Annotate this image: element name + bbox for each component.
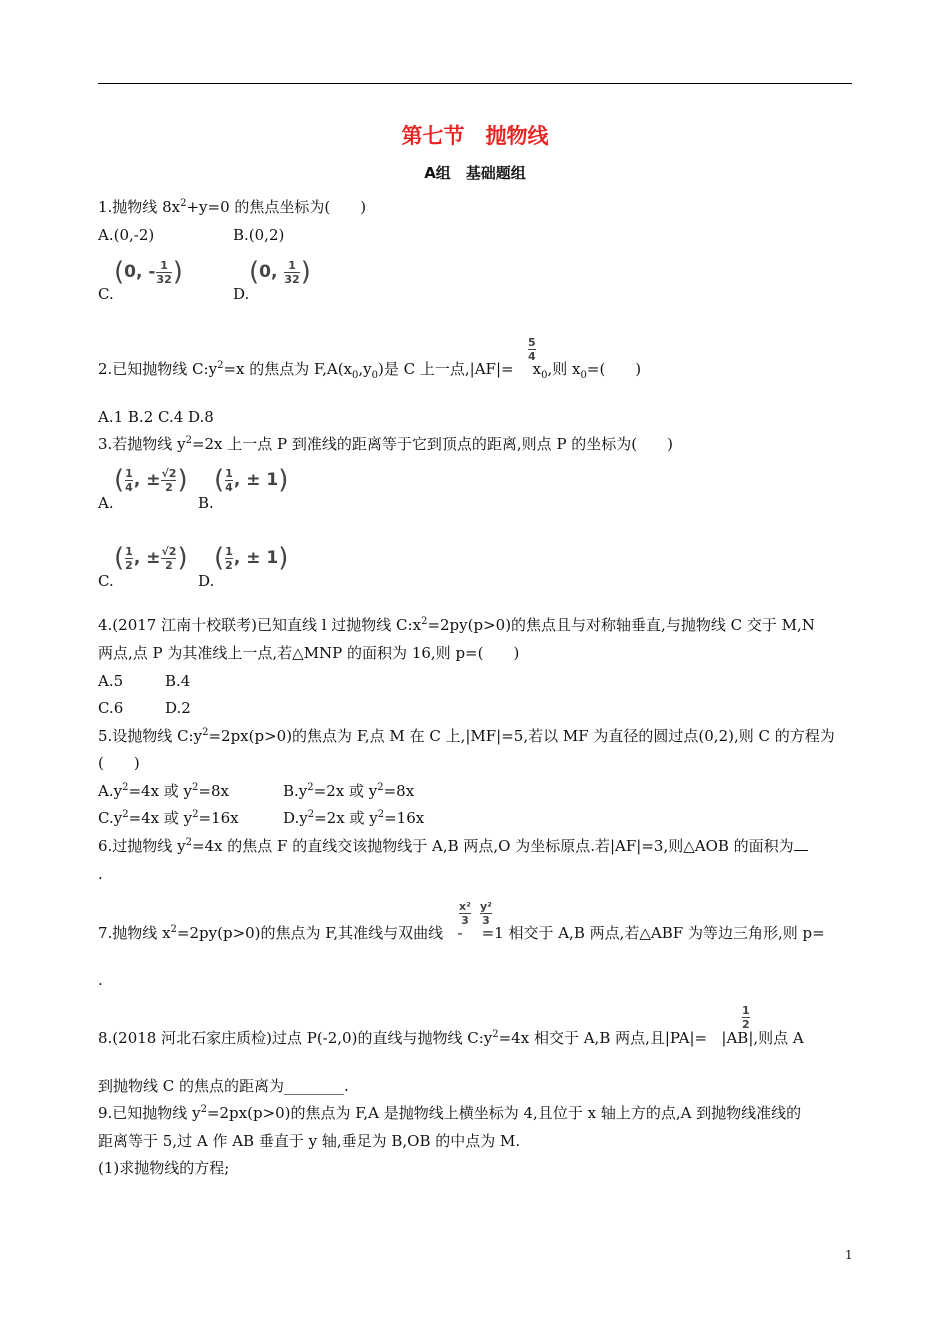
- q1-option-a: A.(0,-2): [98, 226, 155, 244]
- q8-fraction-1-2: 1 2: [742, 1004, 750, 1031]
- section-title: 第七节 抛物线: [401, 124, 549, 148]
- q4-option-b: B.4: [165, 672, 191, 690]
- q7-line2: .: [98, 971, 103, 989]
- q4-option-d: D.2: [165, 699, 191, 717]
- q5-option-a: $A.y^2=4x$ 或 $y^2=8x$: [98, 782, 229, 800]
- group-subtitle: A组 基础题组: [424, 164, 526, 182]
- q4-option-c: C.6: [98, 699, 124, 717]
- header-rule: [98, 83, 852, 84]
- q3-option-b-formula: ( $\frac{1}{4}$ , ± 1): [214, 465, 289, 495]
- q9-line3: (1)求抛物线的方程;: [98, 1159, 230, 1177]
- q5-option-b: $B.y^2=2x$ 或 $y^2=8x$: [283, 782, 415, 800]
- q1-stem: 1.抛物线 $8x^2+y=0$ 的焦点坐标为( ): [98, 198, 367, 216]
- page-number: 1: [845, 1248, 853, 1262]
- q7-fraction-x2-3: x² 3: [459, 900, 471, 927]
- q6-line1: 6.过抛物线 $y^2=4x$ 的焦点 F 的直线交该抛物线于 A,B 两点,O 为坐标原点.若|AF|=3,则△AOB 的面积为: [98, 835, 808, 857]
- q4-line2: 两点,点 P 为其准线上一点,若△MNP 的面积为 16,则 p=( ): [98, 644, 520, 662]
- q3-option-c-label: C.: [98, 572, 114, 590]
- q8-line1: 8.(2018 河北石家庄质检)过点 P(-2,0)的直线与抛物线 $C:y^2=4x$ 相交于 A,B 两点,且|PA|= |AB|,则点 A: [98, 1029, 804, 1047]
- q2-fraction-5-4: 5 4: [528, 336, 536, 363]
- q5-line1: 5.设抛物线 $C:y^2=2px(p>0)$的焦点为 F,点 M 在 C 上,|MF|=5,若以 MF 为直径的圆过点(0,2),则 C 的方程为: [98, 727, 835, 745]
- q6-answer-blank[interactable]: [794, 836, 808, 851]
- q5-line2: ( ): [98, 754, 140, 772]
- q8-line2: 到抛物线 C 的焦点的距离为________.: [98, 1077, 349, 1095]
- q9-line2: 距离等于 5,过 A 作 AB 垂直于 y 轴,垂足为 B,OB 的中点为 M.: [98, 1132, 521, 1150]
- q5-option-c: $C.y^2=4x$ 或 $y^2=16x$: [98, 809, 239, 827]
- q9-line1: 9.已知抛物线 $y^2=2px(p>0)$的焦点为 F,A 是抛物线上横坐标为 4,且位于 x 轴上方的点,A 到抛物线准线的: [98, 1104, 802, 1122]
- q1-option-c-label: C.: [98, 285, 114, 303]
- q3-option-d-label: D.: [198, 572, 215, 590]
- q7-fraction-y2-3: y² 3: [480, 900, 492, 927]
- q3-option-d-formula: ( $\frac{1}{2}$ , ± 1): [214, 543, 289, 573]
- q3-option-a-formula: ( $\frac{1}{4}$ , ± $\frac{√2}{2}$ ): [114, 465, 188, 495]
- q6-line2: .: [98, 865, 103, 883]
- q2-stem: 2.已知抛物线 $C:y^2=x$ 的焦点为 $F,A(x_0,y_0)$是 C 上一点,|AF|= $x_0$,则 $x_0=$( ): [98, 360, 642, 381]
- q3-stem: 3.若抛物线 $y^2=2x$ 上一点 P 到准线的距离等于它到顶点的距离,则点 P 的坐标为( ): [98, 435, 674, 453]
- q1-option-d-formula: (0, $\frac{1}{32}$ ): [249, 257, 311, 287]
- q4-line1: 4.(2017 江南十校联考)已知直线 l 过抛物线 $C:x^2=2py(p>0)$的焦点且与对称轴垂直,与抛物线 C 交于 M,N: [98, 616, 815, 634]
- q2-options: A.1 B.2 C.4 D.8: [98, 408, 214, 426]
- q3-option-a-label: A.: [98, 494, 114, 512]
- q4-option-a: A.5: [98, 672, 124, 690]
- q3-option-c-formula: ( $\frac{1}{2}$ , ± $\frac{√2}{2}$ ): [114, 543, 188, 573]
- q1-option-c-formula: (0, - $\frac{1}{32}$ ): [114, 257, 183, 287]
- q3-option-b-label: B.: [198, 494, 214, 512]
- q1-option-b: B.(0,2): [233, 226, 285, 244]
- q1-option-d-label: D.: [233, 285, 250, 303]
- q5-option-d: $D.y^2=2x$ 或 $y^2=16x$: [283, 809, 425, 827]
- q7-line1: 7.抛物线 $x^2=2py(p>0)$的焦点为 F,其准线与双曲线 - =1 相交于 A,B 两点,若△ABF 为等边三角形,则 p=: [98, 924, 825, 942]
